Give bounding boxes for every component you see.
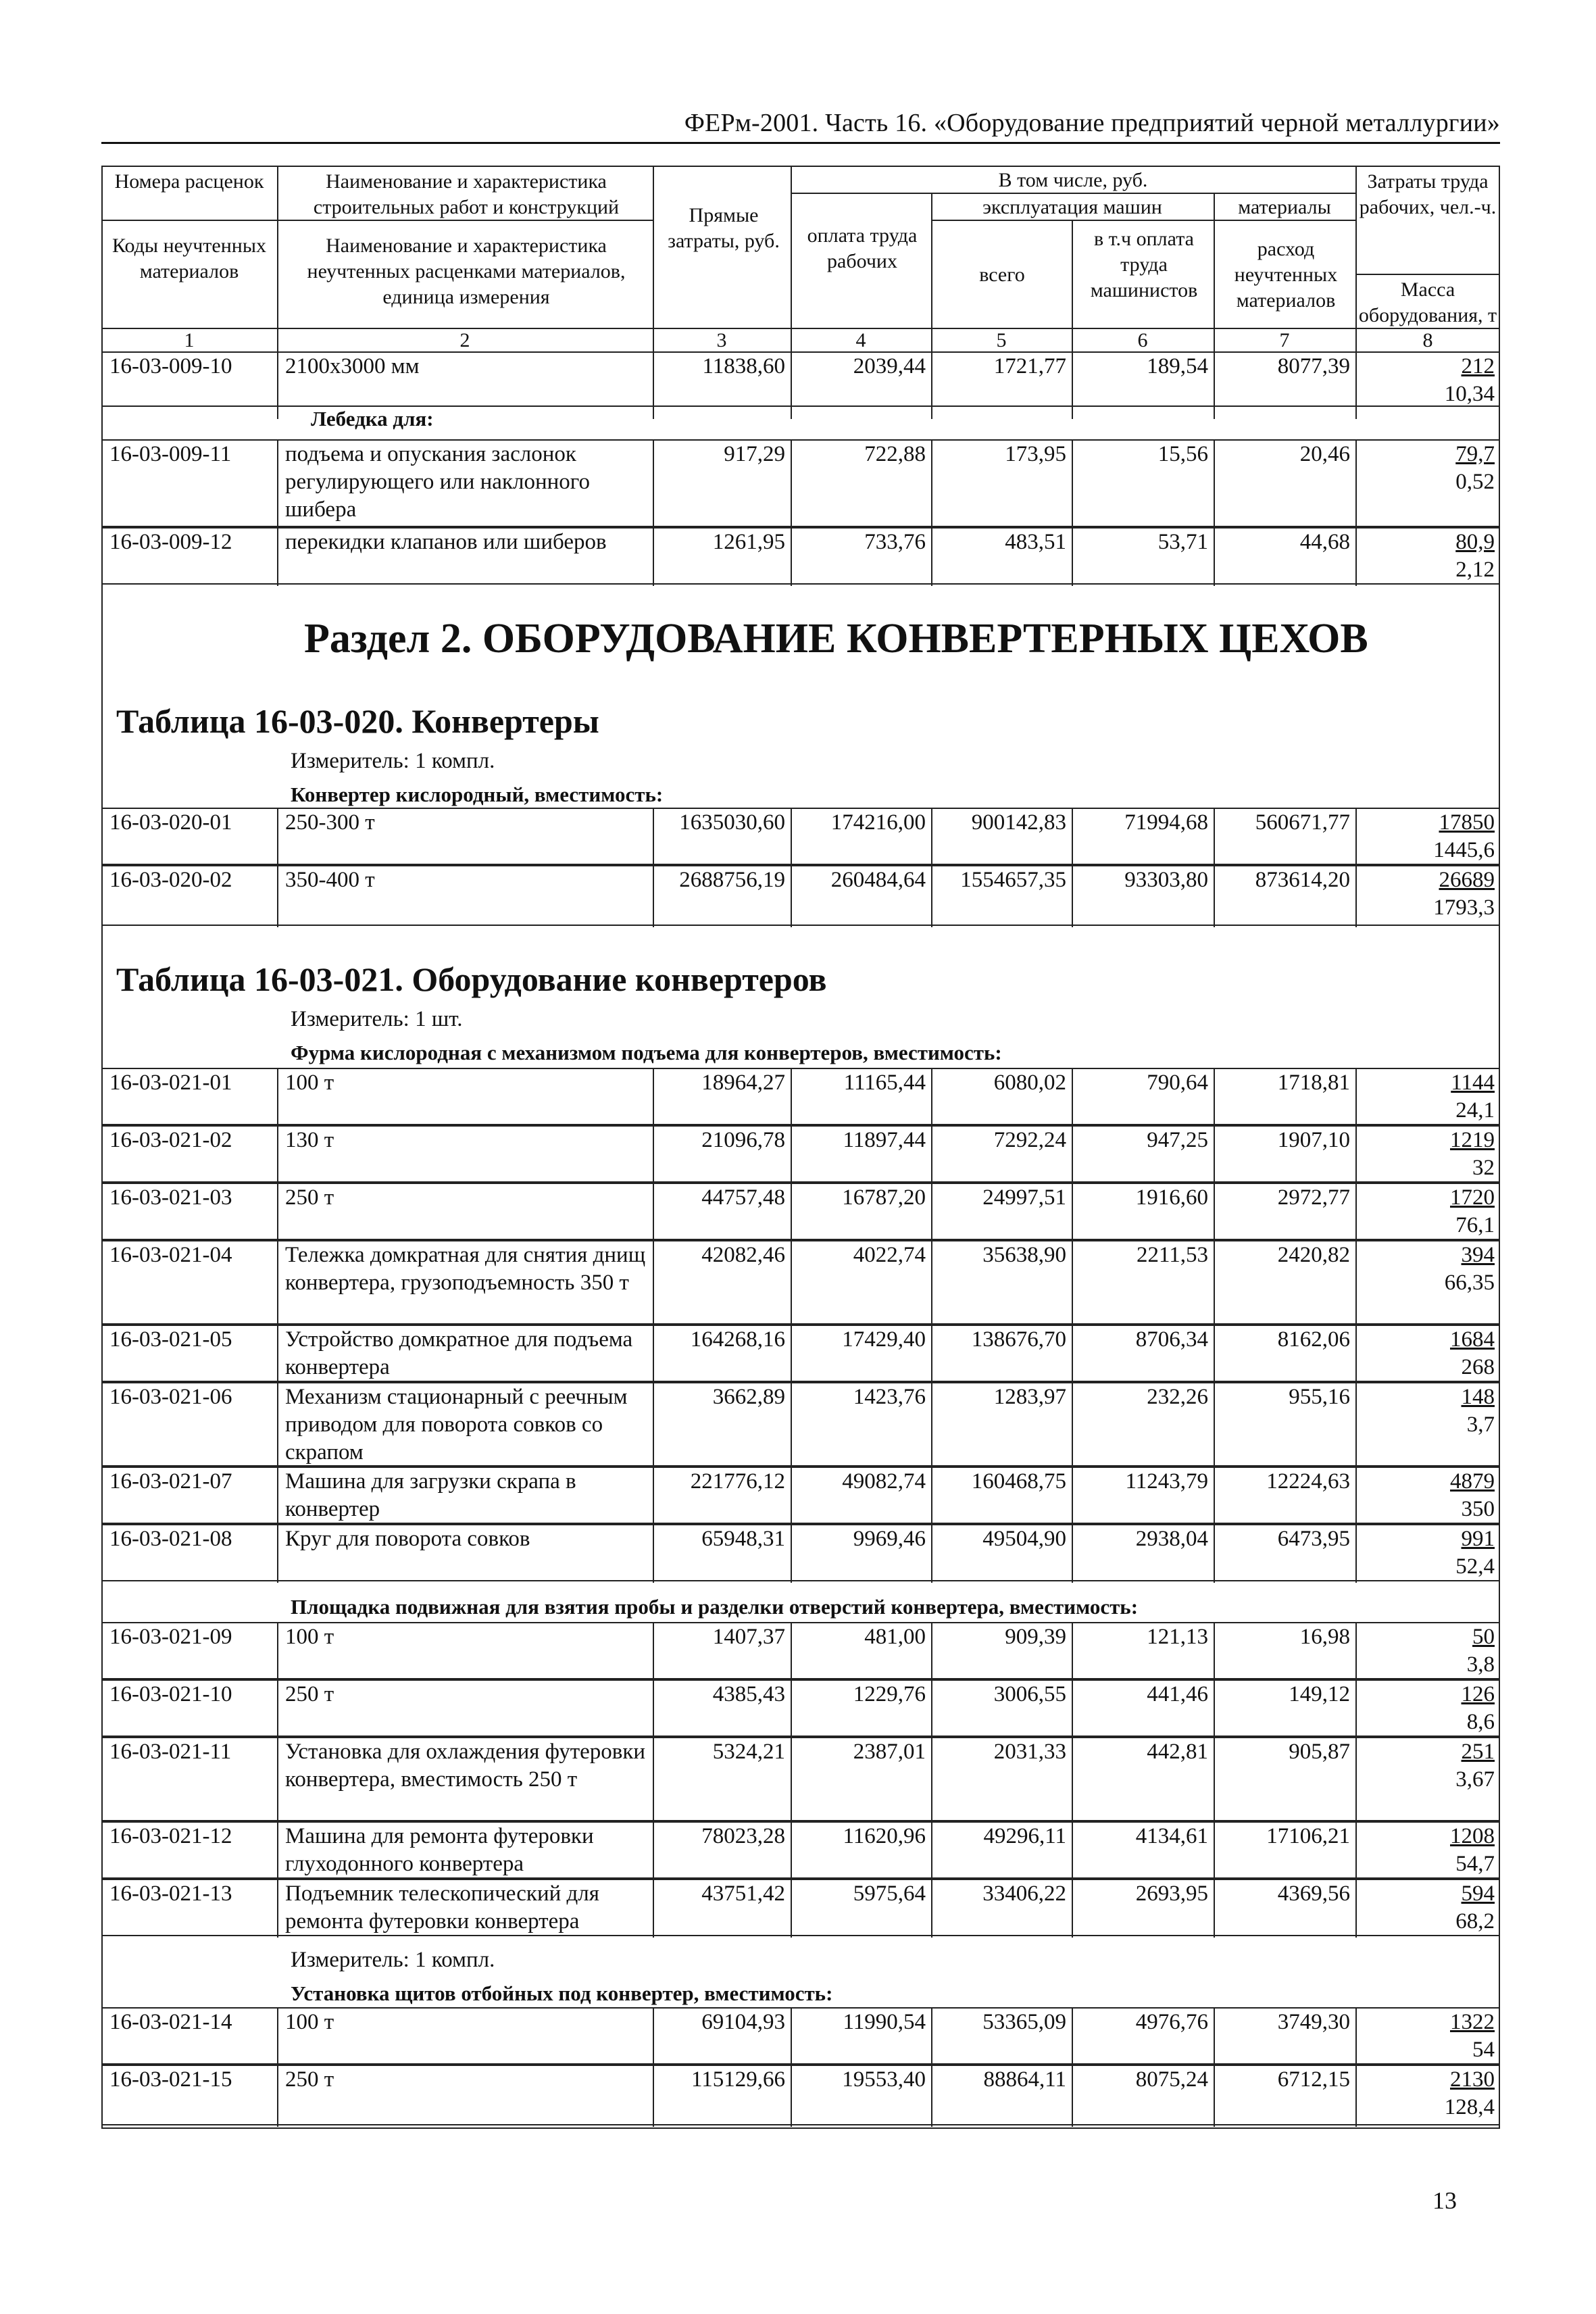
direct-costs: 21096,78 [701, 1128, 785, 1152]
col2-bottom: Наименование и характеристика неучтенных расценками материалов, единица измерения [307, 235, 626, 308]
machinist-pay: 232,26 [1147, 1385, 1208, 1409]
group-title-lebedka: Лебедка для: [311, 407, 434, 430]
direct-costs: 4385,43 [712, 1682, 785, 1706]
machinist-pay: 4976,76 [1135, 2010, 1208, 2034]
table-020-meter: Измеритель: 1 компл. [291, 749, 495, 773]
col1-bottom: Коды неучтенных материалов [112, 235, 266, 282]
labor-pay: 19553,40 [842, 2067, 926, 2092]
machine-total: 160468,75 [971, 1469, 1066, 1494]
materials-cost: 17106,21 [1266, 1824, 1350, 1848]
direct-costs: 42082,46 [701, 1243, 785, 1267]
column-divider [277, 1880, 278, 1938]
column-divider [277, 1184, 278, 1241]
column-divider [277, 1241, 278, 1326]
col-number: 1 [184, 329, 195, 351]
materials-cost: 149,12 [1289, 1682, 1350, 1706]
equipment-mass: 1445,6 [1433, 838, 1495, 862]
work-name: Машина для загрузки скрапа в конвертер [285, 1469, 576, 1521]
equipment-mass: 3,67 [1455, 1767, 1495, 1792]
equipment-mass: 0,52 [1455, 470, 1495, 494]
materials-cost: 8162,06 [1277, 1327, 1350, 1352]
rate-code: 16-03-021-13 [109, 1881, 232, 1906]
rate-code: 16-03-021-08 [109, 1527, 232, 1551]
rate-code: 16-03-009-10 [109, 354, 232, 378]
rate-code: 16-03-021-03 [109, 1185, 232, 1210]
labor-pay: 49082,74 [842, 1469, 926, 1494]
rate-code: 16-03-021-14 [109, 2010, 232, 2034]
equipment-mass: 52,4 [1455, 1554, 1495, 1579]
materials-header: материалы [1238, 196, 1331, 218]
col2-top: Наименование и характеристика строительных работ и конструкций [313, 170, 620, 218]
machine-total: 6080,02 [993, 1070, 1066, 1095]
page-number: 13 [1432, 2187, 1457, 2214]
materials-cost: 2420,82 [1277, 1243, 1350, 1267]
col1-top: Номера расценок [114, 170, 264, 193]
col8-bottom: Масса оборудования, т [1358, 278, 1497, 326]
work-name: Установка для охлаждения футеровки конвертера, вместимость 250 т [285, 1740, 646, 1792]
col-number: 7 [1279, 329, 1290, 351]
materials-cost: 905,87 [1289, 1740, 1350, 1764]
column-divider [277, 1681, 278, 1738]
col7-header: расход неучтенных материалов [1234, 238, 1338, 312]
equipment-mass: 32 [1472, 1156, 1495, 1180]
equipment-mass: 68,2 [1455, 1909, 1495, 1934]
divider [101, 220, 277, 221]
labor-pay: 5975,64 [853, 1881, 926, 1906]
col-number: 8 [1422, 329, 1433, 351]
labor-hours: 1720 [1450, 1185, 1495, 1210]
labor-hours: 79,7 [1455, 442, 1495, 466]
table-row [101, 808, 1500, 865]
machine-total: 33406,22 [982, 1881, 1066, 1906]
table-row [101, 1325, 1500, 1382]
materials-cost: 6712,15 [1277, 2067, 1350, 2092]
rate-code: 16-03-021-15 [109, 2067, 232, 2092]
work-name: Подъемник телескопический для ремонта футеровки конвертера [285, 1881, 599, 1934]
direct-costs: 115129,66 [691, 2067, 785, 2092]
table-021-meter: Измеритель: 1 шт. [291, 1007, 463, 1031]
table-row [101, 1737, 1500, 1821]
labor-hours: 80,9 [1455, 530, 1495, 554]
table-row [101, 2007, 1500, 2065]
materials-cost: 1718,81 [1277, 1070, 1350, 1095]
machine-total: 1721,77 [993, 354, 1066, 378]
col-number: 2 [459, 329, 470, 351]
table-row [101, 1125, 1500, 1183]
machinist-pay: 189,54 [1147, 354, 1208, 378]
work-name: 250 т [285, 1682, 334, 1706]
rate-code: 16-03-021-05 [109, 1327, 232, 1352]
rate-code: 16-03-021-02 [109, 1128, 232, 1152]
rate-code: 16-03-021-07 [109, 1469, 232, 1494]
column-divider [277, 2066, 278, 2127]
machinist-pay: 947,25 [1147, 1128, 1208, 1152]
work-name: 250 т [285, 1185, 334, 1210]
col-number: 4 [855, 329, 866, 351]
equipment-mass: 76,1 [1455, 1213, 1495, 1237]
equipment-mass: 54,7 [1455, 1852, 1495, 1876]
machinist-pay: 442,81 [1147, 1740, 1208, 1764]
equipment-mass: 10,34 [1444, 382, 1495, 406]
machine-total: 49296,11 [983, 1824, 1066, 1848]
labor-hours: 26689 [1439, 868, 1495, 892]
machine-total: 7292,24 [993, 1128, 1066, 1152]
direct-costs: 2688756,19 [679, 868, 785, 892]
rate-code: 16-03-021-06 [109, 1385, 232, 1409]
labor-hours: 1684 [1450, 1327, 1495, 1352]
labor-pay: 733,76 [864, 530, 926, 554]
column-divider [277, 1326, 278, 1383]
labor-pay: 4022,74 [853, 1243, 926, 1267]
machine-total: 2031,33 [993, 1740, 1066, 1764]
labor-pay: 1423,76 [853, 1385, 926, 1409]
materials-cost: 8077,39 [1277, 354, 1350, 378]
table-row [101, 865, 1500, 926]
rate-code: 16-03-020-02 [109, 868, 232, 892]
work-name: перекидки клапанов или шиберов [285, 530, 607, 554]
direct-costs: 1261,95 [712, 530, 785, 554]
labor-pay: 722,88 [864, 442, 926, 466]
table-row [101, 1622, 1500, 1679]
direct-costs: 65948,31 [701, 1527, 785, 1551]
machinist-pay: 93303,80 [1124, 868, 1208, 892]
column-divider [277, 1823, 278, 1880]
labor-hours: 1322 [1450, 2010, 1495, 2034]
table-row [101, 1183, 1500, 1240]
equipment-mass: 54 [1472, 2038, 1495, 2062]
column-divider [277, 528, 278, 586]
equipment-mass: 3,7 [1466, 1412, 1495, 1437]
col-number: 6 [1137, 329, 1148, 351]
work-name: 250 т [285, 2067, 334, 2092]
column-divider [277, 1525, 278, 1583]
materials-cost: 873614,20 [1255, 868, 1350, 892]
work-name: 100 т [285, 2010, 334, 2034]
work-name: 350-400 т [285, 868, 375, 892]
col5-header: всего [979, 264, 1025, 286]
labor-pay: 481,00 [864, 1625, 926, 1649]
column-divider [277, 1738, 278, 1823]
direct-costs: 3662,89 [712, 1385, 785, 1409]
table-row [101, 1879, 1500, 1936]
work-name: 100 т [285, 1070, 334, 1095]
machinist-pay: 71994,68 [1124, 810, 1208, 835]
column-divider [277, 1069, 278, 1127]
divider [1355, 274, 1500, 275]
col8-top: Затраты труда рабочих, чел.-ч. [1359, 170, 1497, 218]
table-row [101, 1382, 1500, 1467]
labor-hours: 17850 [1439, 810, 1495, 835]
table-row [101, 1467, 1500, 1524]
work-name: 250-300 т [285, 810, 375, 835]
direct-costs: 18964,27 [701, 1070, 785, 1095]
materials-cost: 20,46 [1299, 442, 1350, 466]
column-divider [277, 353, 278, 408]
header-title: ФЕРм-2001. Часть 16. «Оборудование предприятий черной металлургии» [684, 109, 1500, 137]
work-name: Машина для ремонта футеровки глуходонного конвертера [285, 1824, 594, 1876]
col6-header: в т.ч оплата труда машинистов [1090, 228, 1198, 301]
machinist-pay: 53,71 [1157, 530, 1208, 554]
rate-code: 16-03-021-11 [109, 1740, 232, 1764]
equipment-mass: 268 [1461, 1355, 1495, 1379]
rate-code: 16-03-021-10 [109, 1682, 232, 1706]
labor-hours: 394 [1461, 1243, 1495, 1267]
labor-pay: 16787,20 [842, 1185, 926, 1210]
materials-cost: 1907,10 [1277, 1128, 1350, 1152]
column-divider [277, 809, 278, 866]
table-021-group3: Установка щитов отбойных под конвертер, вместимость: [291, 1981, 833, 2005]
materials-cost: 560671,77 [1255, 810, 1350, 835]
direct-costs: 221776,12 [690, 1469, 785, 1494]
table-row [101, 1679, 1500, 1737]
labor-pay: 11165,44 [843, 1070, 926, 1095]
direct-costs: 69104,93 [701, 2010, 785, 2034]
rate-code: 16-03-021-01 [109, 1070, 232, 1095]
table-021-title: Таблица 16-03-021. Оборудование конвертеров [116, 960, 827, 998]
machine-total: 483,51 [1005, 530, 1066, 554]
materials-cost: 44,68 [1299, 530, 1350, 554]
column-divider [277, 866, 278, 927]
table-row [101, 2065, 1500, 2125]
machine-total: 24997,51 [982, 1185, 1066, 1210]
column-divider [277, 1468, 278, 1525]
rate-code: 16-03-009-12 [109, 530, 232, 554]
col4-header: оплата труда рабочих [807, 224, 918, 272]
work-name: 2100x3000 мм [285, 354, 420, 378]
machine-total: 35638,90 [982, 1243, 1066, 1267]
column-divider [277, 1127, 278, 1184]
col-number: 5 [996, 329, 1007, 351]
labor-hours: 50 [1472, 1625, 1495, 1649]
table-row [101, 527, 1500, 585]
machinist-pay: 1916,60 [1135, 1185, 1208, 1210]
equipment-mass: 1793,3 [1433, 895, 1495, 920]
labor-hours: 1208 [1450, 1824, 1495, 1848]
direct-costs: 164268,16 [690, 1327, 785, 1352]
col3-header: Прямые затраты, руб. [668, 204, 780, 252]
rate-code: 16-03-021-04 [109, 1243, 232, 1267]
table-row [101, 1821, 1500, 1879]
exploitation-header: эксплуатация машин [982, 196, 1162, 218]
direct-costs: 43751,42 [701, 1881, 785, 1906]
equipment-mass: 8,6 [1466, 1710, 1495, 1734]
machinist-pay: 11243,79 [1125, 1469, 1208, 1494]
labor-hours: 4879 [1450, 1469, 1495, 1494]
table-020-title: Таблица 16-03-020. Конвертеры [116, 702, 599, 740]
materials-cost: 4369,56 [1277, 1881, 1350, 1906]
materials-cost: 955,16 [1289, 1385, 1350, 1409]
materials-cost: 3749,30 [1277, 2010, 1350, 2034]
labor-pay: 17429,40 [842, 1327, 926, 1352]
machine-total: 1283,97 [993, 1385, 1066, 1409]
direct-costs: 78023,28 [701, 1824, 785, 1848]
machinist-pay: 790,64 [1147, 1070, 1208, 1095]
work-name: Устройство домкратное для подъема конвертера [285, 1327, 633, 1379]
machinist-pay: 15,56 [1157, 442, 1208, 466]
labor-hours: 1219 [1450, 1128, 1495, 1152]
direct-costs: 44757,48 [701, 1185, 785, 1210]
work-name: Круг для поворота совков [285, 1527, 530, 1551]
table-row [101, 439, 1500, 527]
col-number: 3 [716, 329, 727, 351]
direct-costs: 1407,37 [712, 1625, 785, 1649]
labor-hours: 594 [1461, 1881, 1495, 1906]
table-020-group: Конвертер кислородный, вместимость: [291, 783, 664, 806]
labor-pay: 2039,44 [853, 354, 926, 378]
labor-pay: 260484,64 [830, 868, 926, 892]
machine-total: 3006,55 [993, 1682, 1066, 1706]
machinist-pay: 8706,34 [1135, 1327, 1208, 1352]
materials-cost: 2972,77 [1277, 1185, 1350, 1210]
column-divider [277, 441, 278, 528]
table-row [101, 1524, 1500, 1581]
labor-hours: 991 [1461, 1527, 1495, 1551]
direct-costs: 1635030,60 [679, 810, 785, 835]
work-name: Тележка домкратная для снятия днищ конвертера, грузоподъемность 350 т [285, 1243, 646, 1295]
labor-hours: 126 [1461, 1682, 1495, 1706]
table-021-group2: Площадка подвижная для взятия пробы и разделки отверстий конвертера, вместимость: [291, 1595, 1139, 1619]
labor-hours: 148 [1461, 1385, 1495, 1409]
work-name: 130 т [285, 1128, 334, 1152]
table-row [101, 1068, 1500, 1125]
equipment-mass: 128,4 [1444, 2095, 1495, 2119]
labor-pay: 2387,01 [853, 1740, 926, 1764]
labor-pay: 174216,00 [830, 810, 926, 835]
equipment-mass: 24,1 [1455, 1098, 1495, 1123]
rate-code: 16-03-020-01 [109, 810, 232, 835]
machine-total: 173,95 [1005, 442, 1066, 466]
labor-hours: 251 [1461, 1740, 1495, 1764]
machinist-pay: 2938,04 [1135, 1527, 1208, 1551]
machinist-pay: 4134,61 [1135, 1824, 1208, 1848]
included-header: В том числе, руб. [998, 169, 1148, 191]
equipment-mass: 2,12 [1455, 558, 1495, 582]
labor-pay: 11990,54 [843, 2010, 926, 2034]
labor-hours: 212 [1461, 354, 1495, 378]
labor-hours: 2130 [1450, 2067, 1495, 2092]
machinist-pay: 2211,53 [1136, 1243, 1208, 1267]
header-rule [101, 142, 1500, 144]
machinist-pay: 121,13 [1147, 1625, 1208, 1649]
machine-total: 909,39 [1005, 1625, 1066, 1649]
machine-total: 900142,83 [971, 810, 1066, 835]
rate-code: 16-03-009-11 [109, 442, 232, 466]
rate-code: 16-03-021-09 [109, 1625, 232, 1649]
section-title: Раздел 2. ОБОРУДОВАНИЕ КОНВЕРТЕРНЫХ ЦЕХОВ [304, 616, 1368, 662]
labor-hours: 1144 [1451, 1070, 1495, 1095]
machinist-pay: 441,46 [1147, 1682, 1208, 1706]
direct-costs: 11838,60 [702, 354, 785, 378]
table-row [101, 1240, 1500, 1325]
direct-costs: 917,29 [724, 442, 785, 466]
column-divider [277, 1383, 278, 1468]
column-divider [277, 1623, 278, 1681]
materials-cost: 12224,63 [1266, 1469, 1350, 1494]
machine-total: 88864,11 [983, 2067, 1066, 2092]
table-row [101, 351, 1500, 407]
direct-costs: 5324,21 [712, 1740, 785, 1764]
work-name: 100 т [285, 1625, 334, 1649]
materials-cost: 6473,95 [1277, 1527, 1350, 1551]
machinist-pay: 2693,95 [1135, 1881, 1208, 1906]
equipment-mass: 350 [1461, 1497, 1495, 1521]
equipment-mass: 66,35 [1444, 1271, 1495, 1295]
column-divider [277, 2009, 278, 2066]
machine-total: 1554657,35 [960, 868, 1066, 892]
labor-pay: 11897,44 [843, 1128, 926, 1152]
machine-total: 138676,70 [971, 1327, 1066, 1352]
labor-pay: 1229,76 [853, 1682, 926, 1706]
materials-cost: 16,98 [1299, 1625, 1350, 1649]
machine-total: 49504,90 [982, 1527, 1066, 1551]
work-name: подъема и опускания заслонок регулирующего или наклонного шибера [285, 442, 590, 522]
labor-pay: 11620,96 [843, 1824, 926, 1848]
machinist-pay: 8075,24 [1135, 2067, 1208, 2092]
machine-total: 53365,09 [982, 2010, 1066, 2034]
table-021-meter2: Измеритель: 1 компл. [291, 1948, 495, 1972]
rate-code: 16-03-021-12 [109, 1824, 232, 1848]
table-021-group1: Фурма кислородная с механизмом подъема для конвертеров, вместимость: [291, 1041, 1002, 1064]
labor-pay: 9969,46 [853, 1527, 926, 1551]
work-name: Механизм стационарный с реечным приводом для поворота совков со скрапом [285, 1385, 628, 1464]
equipment-mass: 3,8 [1466, 1652, 1495, 1677]
